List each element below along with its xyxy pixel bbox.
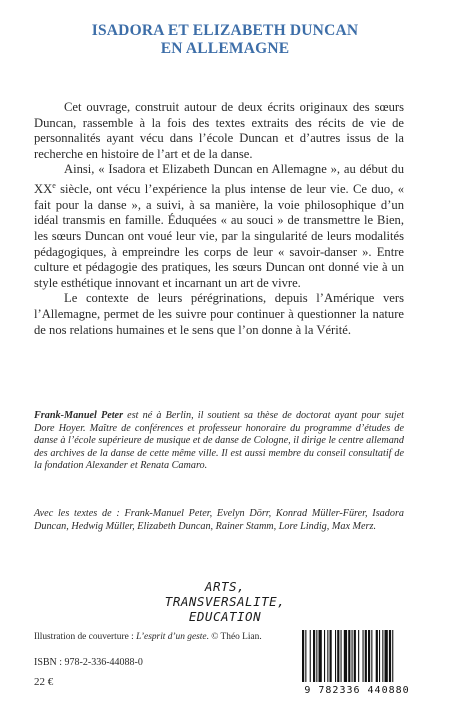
isbn: ISBN : 978-2-336-44088-0 [34, 657, 143, 668]
summary-p2-start: Ainsi, « Isadora et Elizabeth Duncan en Allemagne », au début du XX [34, 162, 404, 197]
summary-p2-end: siècle, ont vécu l’expérience la plus intense de leur vie. Ce duo, « fait pour la danse », a suivi, à sa manière, la voie philosophique d’un idéal transmis en famille. Éduquées « au souci » de transmettre le Bien, les sœurs Duncan ont voué leur vie, par la singularité de leurs modalités pédagogiques, à empreindre les corps de leur « savoir-danser ». Entre culture et pédagogie des pratiques, les sœurs Duncan ont donné vie à un style esthétique innovant et incarnant un art de vivre. [34, 182, 404, 290]
series-line3: EDUCATION [188, 609, 262, 624]
series-line2: TRANSVERSALITE, [164, 594, 286, 609]
author-bio [34, 410, 404, 473]
book-title-line2: EN ALLEMAGNE [160, 40, 290, 57]
barcode [294, 628, 420, 696]
price: 22 € [34, 676, 54, 688]
summary-paragraph-3: Le contexte de leurs pérégrinations, depuis l’Amérique vers l’Allemagne, permet de les suivre pour continuer à questionner la nature de nos relations humaines et le sens que l’on donne à la Vérité. [34, 291, 404, 337]
series-line1: ARTS, [204, 579, 246, 594]
series-logo [0, 579, 450, 624]
author-bio-text: est né à Berlin, il soutient sa thèse de doctorat ayant pour sujet Dore Hoyer. Maître de conférences et professeur honoraire du programme d’études de danse à l’école supérieure de musique et de danse de Cologne, il dirige le centre allemand des archives de la danse de cette même ville. Il est aussi membre du conseil consultatif de la fondation Alexander et Renata Camaro. [34, 410, 404, 472]
credit-prefix: Illustration de couverture : [34, 632, 137, 642]
summary-text [34, 100, 404, 338]
author-name: Frank-Manuel Peter [34, 410, 124, 421]
credit-suffix: . © Théo Lian. [206, 632, 262, 642]
contributors-list: Avec les textes de : Frank-Manuel Peter, Evelyn Dörr, Konrad Müller-Fürer, Isadora Duncan, Hedwig Müller, Elizabeth Duncan, Rainer Stamm, Lore Lindig, Max Merz. [34, 508, 404, 532]
cover-credit [34, 632, 262, 642]
book-title [0, 22, 450, 58]
book-title-line1: ISADORA ET ELIZABETH DUNCAN [91, 22, 359, 39]
barcode-bars [294, 628, 420, 684]
summary-paragraph-2 [34, 162, 404, 291]
credit-work: L’esprit d’un geste [136, 632, 207, 642]
century-superscript: e [52, 180, 56, 190]
summary-paragraph-1: Cet ouvrage, construit autour de deux écrits originaux des sœurs Duncan, rassemble à la fois des textes extraits des récits de vie de personnalités ayant vécu dans l’école Duncan et d’autres issus de la recherche en histoire de l’art et de la danse. [34, 100, 404, 161]
barcode-number: 9 782336 440880 [304, 685, 410, 696]
